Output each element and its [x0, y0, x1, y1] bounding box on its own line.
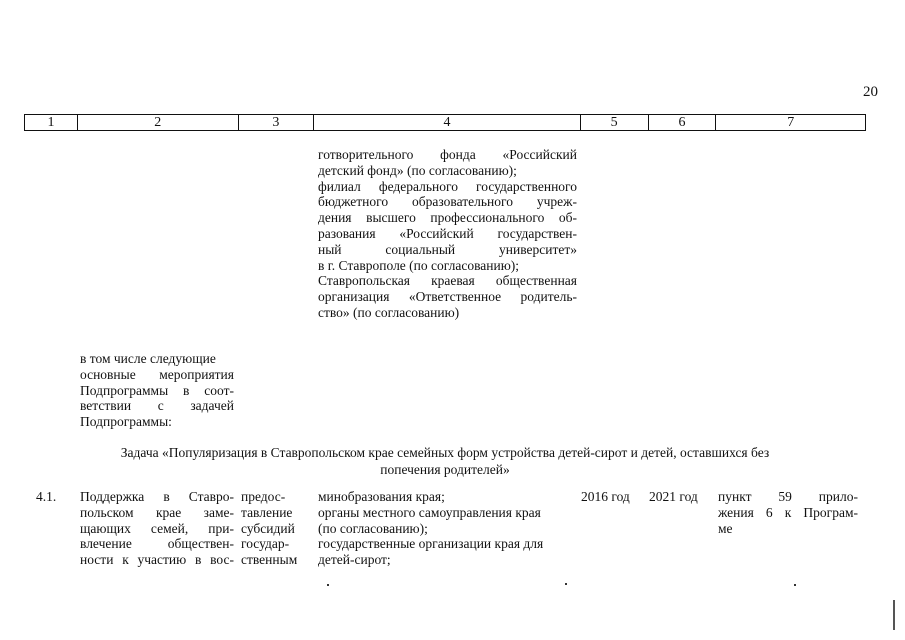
text-line: филиал федерального государственного [318, 178, 577, 194]
text-line: ный социальный университет» [318, 241, 577, 257]
text-line: тавление [241, 504, 293, 520]
column-header-4: 4 [314, 115, 580, 130]
text-line: ственным [241, 552, 298, 568]
text-line: щающих семей, при- [80, 520, 234, 536]
text-line: детей-сирот; [318, 552, 391, 568]
text-line: разования «Российский государствен- [318, 225, 577, 241]
end-year: 2021 год [649, 489, 698, 504]
text-line: бюджетного образовательного учреж- [318, 194, 577, 210]
program-reference [718, 489, 858, 536]
text-line: в г. Ставрополе (по согласованию); [318, 257, 520, 273]
text-line: Подпрограммы: [80, 414, 172, 430]
activity-type [241, 489, 311, 568]
text-line: детский фонд» (по согласованию); [318, 162, 517, 178]
column-header-1: 1 [25, 115, 78, 130]
scan-edge-line [893, 600, 895, 630]
text-line: в том числе следующие [80, 351, 216, 366]
continued-executors-text [318, 147, 577, 321]
text-line: минобразования края; [318, 489, 445, 504]
text-line: польском крае заме- [80, 504, 234, 520]
text-line: Ставропольская краевая общественная [318, 273, 577, 289]
page-number: 20 [863, 84, 878, 100]
text-line: ветствии с задачей [80, 398, 234, 414]
column-header-3: 3 [239, 115, 315, 130]
column-header-5: 5 [581, 115, 649, 130]
text-line: субсидий [241, 520, 295, 536]
text-line: попечения родителей» [380, 462, 510, 477]
row-number: 4.1. [36, 489, 57, 504]
text-line: Подпрограммы в соот- [80, 382, 234, 398]
text-line: пункт 59 прило- [718, 489, 858, 504]
text-line: (по согласованию); [318, 520, 428, 536]
task-title [24, 444, 866, 478]
text-line: организация «Ответственное родитель- [318, 289, 577, 305]
text-line: ме [718, 520, 733, 536]
scan-dot [794, 584, 796, 586]
activity-executors [318, 489, 577, 568]
column-header-row [24, 114, 866, 131]
column-header-6: 6 [649, 115, 717, 130]
text-line: ство» (по согласованию) [318, 304, 460, 320]
column-header-7: 7 [787, 115, 795, 130]
text-line: жения 6 к Програм- [718, 504, 858, 520]
scan-dot [327, 584, 329, 586]
including-activities-text [80, 351, 234, 430]
text-line: основные мероприятия [80, 366, 234, 382]
text-line: влечение обществен- [80, 536, 234, 552]
text-line: ности к участию в вос- [80, 552, 234, 568]
scan-dot [565, 583, 567, 585]
text-line: дения высшего профессионального об- [318, 210, 577, 226]
text-line: государ- [241, 536, 290, 552]
text-line: Поддержка в Ставро- [80, 489, 234, 504]
text-line: Задача «Популяризация в Ставропольском крае семейных форм устройства детей-сирот и детей, оставшихся без [120, 445, 770, 460]
text-line: предос- [241, 489, 286, 504]
column-header-2: 2 [78, 115, 239, 130]
start-year: 2016 год [581, 489, 630, 504]
text-line: государственные организации края для [318, 536, 544, 552]
text-line: органы местного самоуправления края [318, 504, 541, 520]
text-line: готворительного фонда «Российский [318, 147, 577, 162]
activity-description [80, 489, 234, 568]
